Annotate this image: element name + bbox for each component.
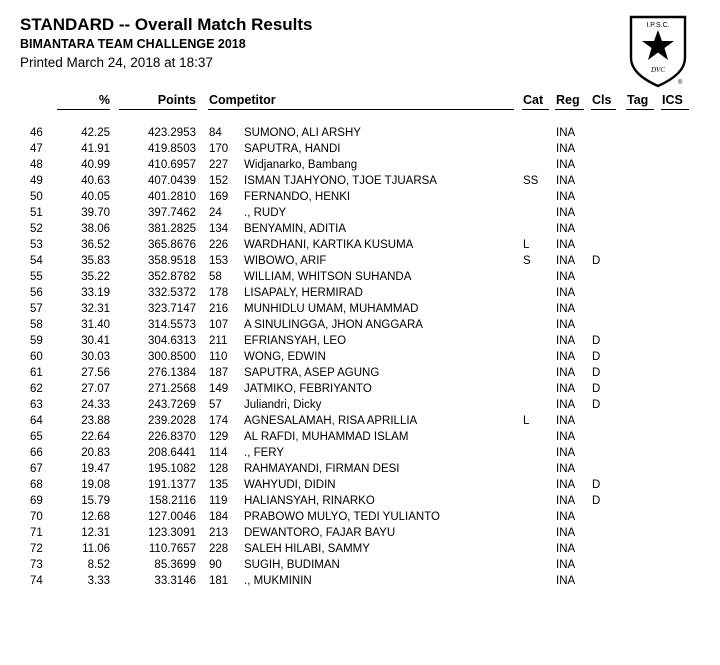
result-row: [0, 429, 720, 445]
place: 61: [30, 367, 43, 379]
result-row: [0, 237, 720, 253]
competitor-number: 134: [209, 223, 229, 235]
region: INA: [556, 159, 576, 171]
result-row: [0, 221, 720, 237]
percent: 11.06: [82, 543, 110, 555]
percent: 27.07: [81, 383, 110, 395]
points: 243.7269: [148, 399, 196, 411]
competitor-number: 149: [209, 383, 229, 395]
competitor-name: AL RAFDI, MUHAMMAD ISLAM: [244, 431, 409, 443]
category: SS: [523, 175, 539, 187]
competitor-name: AGNESALAMAH, RISA APRILLIA: [244, 415, 418, 427]
place: 54: [30, 255, 43, 267]
region: INA: [556, 399, 576, 411]
region: INA: [556, 447, 576, 459]
place: 73: [30, 559, 43, 571]
place: 46: [30, 127, 43, 139]
place: 49: [30, 175, 43, 187]
header-tag: Tag: [627, 93, 649, 107]
result-row: [0, 381, 720, 397]
region: INA: [556, 175, 576, 187]
competitor-name: BENYAMIN, ADITIA: [244, 223, 347, 235]
competitor-number: 84: [209, 127, 222, 139]
logo-top-text: I.P.S.C.: [646, 22, 670, 29]
points: 410.6957: [148, 159, 196, 171]
place: 55: [30, 271, 43, 283]
class: D: [592, 335, 601, 347]
competitor-name: SUGIH, BUDIMAN: [244, 559, 340, 571]
competitor-number: 114: [209, 447, 228, 459]
points: 323.7147: [148, 303, 196, 315]
competitor-number: 110: [209, 351, 228, 363]
percent: 40.05: [81, 191, 110, 203]
percent: 20.83: [81, 447, 110, 459]
region: INA: [556, 287, 576, 299]
competitor-number: 174: [209, 415, 229, 427]
competitor-name: ., MUKMININ: [244, 575, 312, 587]
result-row: [0, 173, 720, 189]
competitor-number: 228: [209, 543, 229, 555]
percent: 40.99: [81, 159, 110, 171]
points: 191.1377: [148, 479, 196, 491]
points: 195.1082: [148, 463, 196, 475]
result-row: [0, 349, 720, 365]
points: 33.3146: [154, 575, 196, 587]
competitor-name: WAHYUDI, DIDIN: [244, 479, 336, 491]
place: 64: [30, 415, 43, 427]
region: INA: [556, 543, 576, 555]
region: INA: [556, 207, 576, 219]
class: D: [592, 495, 601, 507]
header-cls: Cls: [592, 93, 612, 107]
header-underline: [522, 109, 549, 110]
percent: 30.41: [81, 335, 110, 347]
percent: 12.68: [81, 511, 110, 523]
region: INA: [556, 223, 576, 235]
points: 358.9518: [148, 255, 196, 267]
logo-bottom-text: DVC: [651, 66, 665, 74]
competitor-number: 129: [209, 431, 229, 443]
competitor-name: WILLIAM, WHITSON SUHANDA: [244, 271, 412, 283]
place: 60: [30, 351, 43, 363]
competitor-name: SALEH HILABI, SAMMY: [244, 543, 370, 555]
points: 419.8503: [148, 143, 196, 155]
result-row: [0, 189, 720, 205]
points: 208.6441: [148, 447, 196, 459]
competitor-name: SUMONO, ALI ARSHY: [244, 127, 361, 139]
competitor-number: 211: [209, 335, 228, 347]
points: 332.5372: [148, 287, 196, 299]
header-competitor: Competitor: [209, 93, 276, 107]
class: D: [592, 255, 601, 267]
points: 85.3699: [154, 559, 196, 571]
competitor-name: Juliandri, Dicky: [244, 399, 322, 411]
region: INA: [556, 367, 576, 379]
header-points: Points: [157, 93, 196, 107]
result-row: [0, 557, 720, 573]
results-table: [0, 125, 720, 589]
competitor-number: 90: [209, 559, 222, 571]
result-row: [0, 125, 720, 141]
competitor-number: 153: [209, 255, 229, 267]
header-ics: ICS: [662, 93, 683, 107]
percent: 35.83: [81, 255, 110, 267]
header-percent: %: [98, 93, 110, 107]
result-row: [0, 397, 720, 413]
place: 51: [30, 207, 43, 219]
competitor-number: 119: [209, 495, 228, 507]
place: 53: [30, 239, 43, 251]
result-row: [0, 541, 720, 557]
region: INA: [556, 463, 576, 475]
percent: 38.06: [81, 223, 110, 235]
result-row: [0, 509, 720, 525]
region: INA: [556, 559, 576, 571]
points: 397.7462: [148, 207, 196, 219]
competitor-number: 24: [209, 207, 222, 219]
competitor-number: 152: [209, 175, 229, 187]
region: INA: [556, 191, 576, 203]
region: INA: [556, 495, 576, 507]
competitor-number: 57: [209, 399, 222, 411]
place: 56: [30, 287, 43, 299]
report-title: STANDARD -- Overall Match Results: [20, 15, 313, 34]
competitor-number: 128: [209, 463, 229, 475]
percent: 30.03: [81, 351, 110, 363]
class: D: [592, 351, 601, 363]
percent: 35.22: [81, 271, 110, 283]
region: INA: [556, 383, 576, 395]
competitor-name: RAHMAYANDI, FIRMAN DESI: [244, 463, 400, 475]
class: D: [592, 479, 601, 491]
place: 52: [30, 223, 43, 235]
points: 300.8500: [148, 351, 196, 363]
points: 401.2810: [148, 191, 196, 203]
place: 68: [30, 479, 43, 491]
place: 47: [30, 143, 43, 155]
points: 381.2825: [148, 223, 196, 235]
header-reg: Reg: [556, 93, 580, 107]
ipsc-logo: [628, 14, 688, 88]
competitor-number: 181: [209, 575, 229, 587]
competitor-name: HALIANSYAH, RINARKO: [244, 495, 375, 507]
competitor-number: 213: [209, 527, 229, 539]
percent: 42.25: [81, 127, 110, 139]
percent: 23.88: [81, 415, 110, 427]
result-row: [0, 301, 720, 317]
place: 66: [30, 447, 43, 459]
competitor-number: 227: [209, 159, 229, 171]
competitor-name: EFRIANSYAH, LEO: [244, 335, 347, 347]
logo-registered-mark: ®: [678, 80, 683, 86]
percent: 8.52: [87, 559, 110, 571]
region: INA: [556, 335, 576, 347]
header-underline: [57, 109, 110, 110]
region: INA: [556, 143, 576, 155]
competitor-number: 107: [209, 319, 229, 331]
competitor-name: MUNHIDLU UMAM, MUHAMMAD: [244, 303, 419, 315]
place: 63: [30, 399, 43, 411]
result-row: [0, 525, 720, 541]
points: 226.8370: [148, 431, 196, 443]
competitor-number: 216: [209, 303, 229, 315]
region: INA: [556, 271, 576, 283]
points: 123.3091: [148, 527, 196, 539]
points: 314.5573: [148, 319, 196, 331]
result-row: [0, 253, 720, 269]
class: D: [592, 367, 601, 379]
region: INA: [556, 527, 576, 539]
place: 58: [30, 319, 43, 331]
header-underline: [208, 109, 514, 110]
competitor-number: 226: [209, 239, 229, 251]
points: 239.2028: [148, 415, 196, 427]
competitor-name: WARDHANI, KARTIKA KUSUMA: [244, 239, 414, 251]
points: 365.8676: [148, 239, 196, 251]
result-row: [0, 317, 720, 333]
place: 74: [30, 575, 43, 587]
competitor-name: ., FERY: [244, 447, 285, 459]
region: INA: [556, 511, 576, 523]
category: S: [523, 255, 531, 267]
competitor-number: 187: [209, 367, 229, 379]
competitor-name: LISAPALY, HERMIRAD: [244, 287, 363, 299]
region: INA: [556, 319, 576, 331]
header-underline: [626, 109, 654, 110]
competitor-number: 169: [209, 191, 229, 203]
competitor-name: ISMAN TJAHYONO, TJOE TJUARSA: [244, 175, 437, 187]
class: D: [592, 399, 601, 411]
percent: 31.40: [81, 319, 110, 331]
region: INA: [556, 415, 576, 427]
place: 67: [30, 463, 43, 475]
place: 50: [30, 191, 43, 203]
header-underline: [661, 109, 689, 110]
percent: 40.63: [81, 175, 110, 187]
match-name: BIMANTARA TEAM CHALLENGE 2018: [20, 37, 246, 51]
competitor-name: DEWANTORO, FAJAR BAYU: [244, 527, 396, 539]
place: 69: [30, 495, 43, 507]
competitor-number: 58: [209, 271, 222, 283]
competitor-name: SAPUTRA, ASEP AGUNG: [244, 367, 380, 379]
header-underline: [119, 109, 197, 110]
region: INA: [556, 239, 576, 251]
region: INA: [556, 431, 576, 443]
competitor-name: WONG, EDWIN: [244, 351, 326, 363]
competitor-name: FERNANDO, HENKI: [244, 191, 351, 203]
category: L: [523, 415, 530, 427]
place: 70: [30, 511, 43, 523]
region: INA: [556, 255, 576, 267]
points: 276.1384: [148, 367, 196, 379]
percent: 19.47: [81, 463, 110, 475]
result-row: [0, 141, 720, 157]
percent: 33.19: [81, 287, 110, 299]
result-row: [0, 461, 720, 477]
percent: 12.31: [81, 527, 110, 539]
region: INA: [556, 127, 576, 139]
region: INA: [556, 303, 576, 315]
points: 271.2568: [148, 383, 196, 395]
percent: 41.91: [81, 143, 110, 155]
competitor-number: 135: [209, 479, 229, 491]
place: 48: [30, 159, 43, 171]
percent: 32.31: [81, 303, 110, 315]
place: 72: [30, 543, 43, 555]
place: 62: [30, 383, 43, 395]
region: INA: [556, 479, 576, 491]
competitor-name: JATMIKO, FEBRIYANTO: [244, 383, 372, 395]
header-underline: [555, 109, 584, 110]
competitor-name: ., RUDY: [244, 207, 287, 219]
result-row: [0, 445, 720, 461]
percent: 27.56: [81, 367, 110, 379]
place: 57: [30, 303, 43, 315]
region: INA: [556, 575, 576, 587]
result-row: [0, 157, 720, 173]
points: 352.8782: [148, 271, 196, 283]
result-row: [0, 269, 720, 285]
result-row: [0, 365, 720, 381]
result-row: [0, 477, 720, 493]
points: 158.2116: [148, 495, 196, 507]
result-row: [0, 493, 720, 509]
place: 65: [30, 431, 43, 443]
points: 304.6313: [148, 335, 196, 347]
header-cat: Cat: [523, 93, 544, 107]
percent: 19.08: [81, 479, 110, 491]
competitor-name: A SINULINGGA, JHON ANGGARA: [244, 319, 423, 331]
points: 127.0046: [148, 511, 196, 523]
competitor-number: 184: [209, 511, 229, 523]
class: D: [592, 383, 601, 395]
competitor-name: PRABOWO MULYO, TEDI YULIANTO: [244, 511, 440, 523]
competitor-number: 178: [209, 287, 229, 299]
points: 110.7657: [148, 543, 196, 555]
place: 71: [30, 527, 43, 539]
category: L: [523, 239, 530, 251]
competitor-name: WIBOWO, ARIF: [244, 255, 327, 267]
percent: 36.52: [81, 239, 110, 251]
header-underline: [591, 109, 616, 110]
competitor-name: Widjanarko, Bambang: [244, 159, 358, 171]
result-row: [0, 285, 720, 301]
percent: 24.33: [81, 399, 110, 411]
percent: 15.79: [81, 495, 110, 507]
result-row: [0, 573, 720, 589]
competitor-number: 170: [209, 143, 229, 155]
result-row: [0, 205, 720, 221]
percent: 3.33: [87, 575, 110, 587]
points: 407.0439: [148, 175, 196, 187]
printed-timestamp: Printed March 24, 2018 at 18:37: [20, 55, 213, 70]
result-row: [0, 333, 720, 349]
region: INA: [556, 351, 576, 363]
result-row: [0, 413, 720, 429]
points: 423.2953: [148, 127, 196, 139]
competitor-name: SAPUTRA, HANDI: [244, 143, 341, 155]
place: 59: [30, 335, 43, 347]
percent: 22.64: [81, 431, 110, 443]
percent: 39.70: [81, 207, 110, 219]
